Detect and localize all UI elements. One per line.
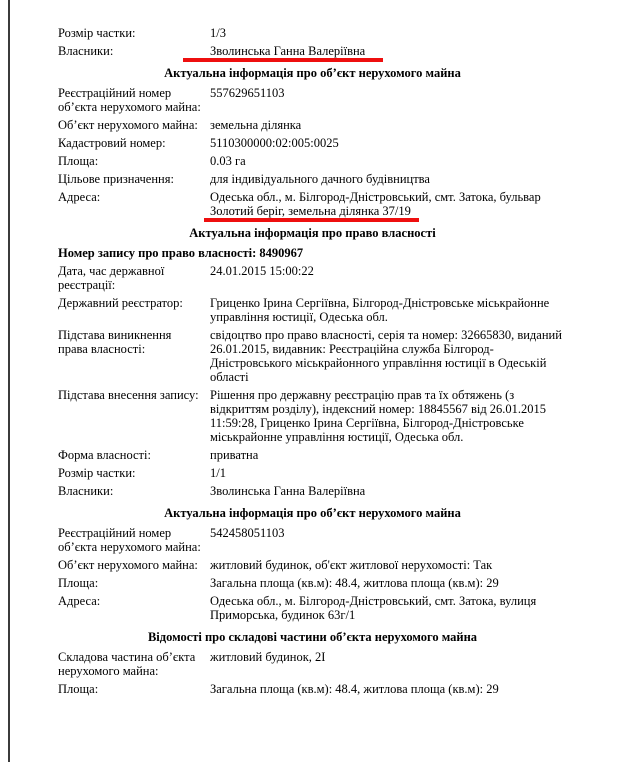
- field-value: 542458051103: [210, 526, 285, 540]
- field-row-area-3: [58, 682, 567, 696]
- field-label: Складова частина об’єкта нерухомого майна:: [58, 650, 196, 678]
- section-title-components: Відомості про складові частини об’єкта нерухомого майна: [147, 630, 478, 644]
- field-value: для індивідуального дачного будівництва: [210, 172, 430, 186]
- field-label: Власники:: [58, 484, 114, 498]
- field-value: свідоцтво про право власності, серія та номер: 32665830, виданий 26.01.2015, видавник: Реєстраційна служба Білгород-Дністровського міськрайонного управління юстиції в Одеській області: [210, 328, 562, 384]
- field-row-ownership-basis: [58, 328, 567, 384]
- field-value: житловий будинок, 2І: [210, 650, 326, 664]
- address-line-2-red-underlined: Золотий беріг, земельна ділянка 37/19: [210, 204, 411, 218]
- field-row-record-basis: [58, 388, 567, 444]
- field-value: Загальна площа (кв.м): 48.4, житлова площа (кв.м): 29: [210, 682, 499, 696]
- field-row-owners: [58, 44, 567, 58]
- field-row-address-house: [58, 594, 567, 622]
- field-row-share-size-2: [58, 466, 567, 480]
- field-row-cadastral-number: [58, 136, 567, 150]
- field-value: 5110300000:02:005:0025: [210, 136, 339, 150]
- field-value: Рішення про державну реєстрацію прав та їх обтяжень (з відкриттям розділу), індексний номер: 18845567 від 26.01.2015 11:59:28, Гриценко Ірина Сергіївна, Білгород-Дністровське міськрайонне управління юстиції, Одеська обл.: [210, 388, 547, 444]
- field-value: земельна ділянка: [210, 118, 302, 132]
- field-label: Форма власності:: [58, 448, 151, 462]
- field-label: Дата, час державної реєстрації:: [58, 264, 165, 292]
- field-row-registration-number-2: [58, 526, 567, 554]
- section-title-object-info-1: Актуальна інформація про об’єкт нерухомого майна: [164, 66, 461, 80]
- address-line-1: Одеська обл., м. Білгород-Дністровський, смт. Затока, бульвар: [210, 190, 541, 204]
- field-value: 1/3: [210, 26, 226, 40]
- field-row-share-size: [58, 26, 567, 40]
- field-value: 0.03 га: [210, 154, 246, 168]
- field-row-area: [58, 154, 567, 168]
- field-row-object-type-2: [58, 558, 567, 572]
- field-label: Кадастровий номер:: [58, 136, 166, 150]
- field-label: Об’єкт нерухомого майна:: [58, 118, 198, 132]
- field-value: [210, 190, 567, 218]
- field-label: Адреса:: [58, 594, 101, 608]
- field-value: Одеська обл., м. Білгород-Дністровський, смт. Затока, вулиця Приморська, будинок 63г/1: [210, 594, 537, 622]
- field-label: Площа:: [58, 576, 99, 590]
- field-value: 24.01.2015 15:00:22: [210, 264, 314, 278]
- field-label: Площа:: [58, 154, 99, 168]
- field-value: приватна: [210, 448, 259, 462]
- field-value: 1/1: [210, 466, 226, 480]
- property-registry-document: [10, 0, 619, 762]
- field-row-purpose: [58, 172, 567, 186]
- field-label: Підстава виникнення права власності:: [58, 328, 172, 356]
- field-value: Загальна площа (кв.м): 48.4, житлова площа (кв.м): 29: [210, 576, 499, 590]
- field-value: Гриценко Ірина Сергіївна, Білгород-Дністровське міськрайонне управління юстиції, Одеська обл.: [210, 296, 550, 324]
- field-row-area-2: [58, 576, 567, 590]
- field-row-component-part: [58, 650, 567, 678]
- field-label: Цільове призначення:: [58, 172, 174, 186]
- section-title-ownership: Актуальна інформація про право власності: [189, 226, 436, 240]
- field-row-registration-datetime: [58, 264, 567, 292]
- section-title-object-info-2: Актуальна інформація про об’єкт нерухомого майна: [164, 506, 461, 520]
- field-label: Державний реєстратор:: [58, 296, 183, 310]
- field-label: Реєстраційний номер об’єкта нерухомого майна:: [58, 86, 201, 114]
- field-row-ownership-form: [58, 448, 567, 462]
- owner-name-red-underlined: Зволинська Ганна Валеріївна: [210, 44, 366, 58]
- field-row-address-land: [58, 190, 567, 218]
- field-label: Власники:: [58, 44, 114, 58]
- field-label: Розмір частки:: [58, 26, 136, 40]
- field-label: Підстава внесення запису:: [58, 388, 199, 402]
- ownership-record-number: Номер запису про право власності: 8490967: [58, 246, 304, 260]
- field-row-owners-2: [58, 484, 567, 498]
- field-row-registration-number: [58, 86, 567, 114]
- field-row-object-type: [58, 118, 567, 132]
- field-label: Об’єкт нерухомого майна:: [58, 558, 198, 572]
- field-value: Зволинська Ганна Валеріївна: [210, 484, 366, 498]
- field-value: [210, 44, 567, 58]
- field-row-state-registrar: [58, 296, 567, 324]
- field-label: Розмір частки:: [58, 466, 136, 480]
- field-label: Реєстраційний номер об’єкта нерухомого майна:: [58, 526, 201, 554]
- field-label: Адреса:: [58, 190, 101, 204]
- field-value: житловий будинок, об'єкт житлової нерухомості: Так: [210, 558, 493, 572]
- field-value: 557629651103: [210, 86, 285, 100]
- field-label: Площа:: [58, 682, 99, 696]
